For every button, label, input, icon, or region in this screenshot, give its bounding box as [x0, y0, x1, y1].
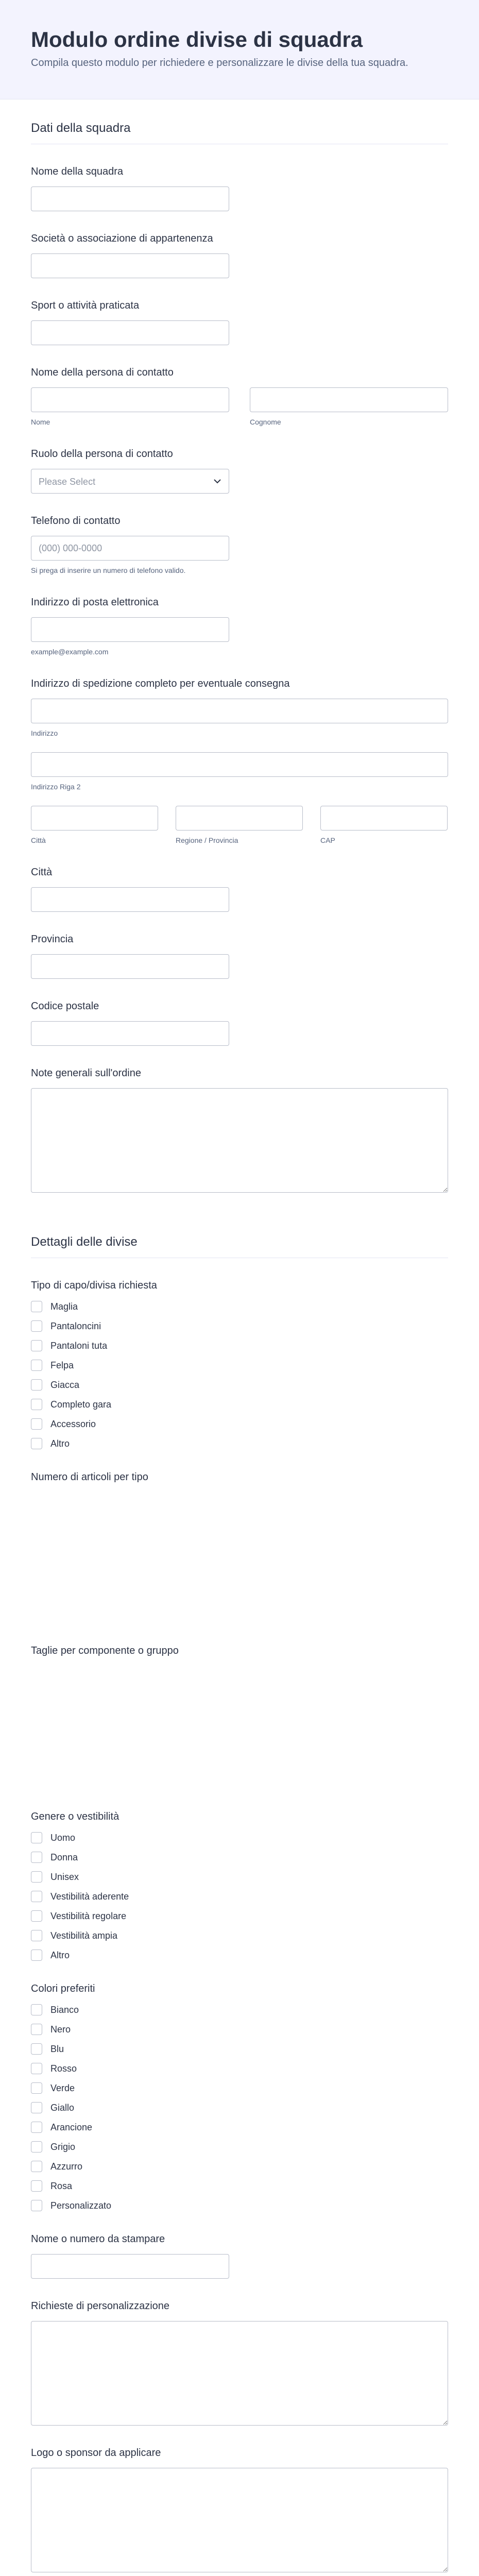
- type-option[interactable]: [31, 1379, 448, 1391]
- role-select[interactable]: [31, 469, 229, 494]
- colors-checkbox-list: [31, 2004, 448, 2212]
- chevron-down-icon: [213, 477, 222, 486]
- color-option[interactable]: [31, 2062, 448, 2075]
- address-line2-sublabel: Indirizzo Riga 2: [31, 783, 81, 791]
- print-input[interactable]: [31, 2254, 229, 2279]
- company-label: Società o associazione di appartenenza: [31, 233, 213, 244]
- print-label: Nome o numero da stampare: [31, 2233, 165, 2245]
- logo-label: Logo o sponsor da applicare: [31, 2447, 161, 2459]
- gender-option-label: Uomo: [50, 1832, 76, 1843]
- address-zip-sublabel: CAP: [320, 836, 335, 844]
- city-label: Città: [31, 867, 53, 878]
- color-option-label: Rosa: [50, 2180, 73, 2191]
- address-region-input[interactable]: [176, 806, 303, 831]
- first-name-sublabel: Nome: [31, 418, 50, 426]
- team-name-label: Nome della squadra: [31, 166, 123, 177]
- gender-option[interactable]: [31, 1949, 448, 1961]
- city-field: [31, 866, 448, 912]
- type-label: Tipo di capo/divisa richiesta: [31, 1280, 157, 1291]
- address-city-input[interactable]: [31, 806, 158, 831]
- color-option-label: Personalizzato: [50, 2200, 112, 2211]
- city-input[interactable]: [31, 887, 229, 912]
- type-field: [31, 1279, 448, 1450]
- type-option-label: Completo gara: [50, 1399, 112, 1410]
- color-option[interactable]: [31, 2160, 448, 2173]
- checkbox[interactable]: [31, 1871, 42, 1883]
- qty-matrix-area: [31, 1492, 448, 1623]
- gender-option[interactable]: [31, 1832, 448, 1844]
- color-option-label: Nero: [50, 2024, 71, 2035]
- page-subtitle: Compila questo modulo per richiedere e personalizzare le divise della tua squadra.: [31, 57, 408, 69]
- color-option-label: Grigio: [50, 2141, 76, 2152]
- page-title: Modulo ordine divise di squadra: [31, 27, 363, 52]
- checkbox[interactable]: [31, 1891, 42, 1902]
- checkbox[interactable]: [31, 1379, 42, 1391]
- type-option-label: Pantaloni tuta: [50, 1340, 108, 1351]
- section-heading-uniforms: Dettagli delle divise: [31, 1213, 448, 1258]
- sport-label: Sport o attività praticata: [31, 300, 140, 311]
- gender-checkbox-list: [31, 1832, 448, 1961]
- checkbox[interactable]: [31, 2082, 42, 2094]
- custom-label: Richieste di personalizzazione: [31, 2300, 170, 2312]
- address-line1-sublabel: Indirizzo: [31, 729, 58, 737]
- color-option-label: Verde: [50, 2082, 75, 2093]
- checkbox[interactable]: [31, 1320, 42, 1332]
- email-hint: example@example.com: [31, 648, 109, 656]
- color-option[interactable]: [31, 2023, 448, 2036]
- phone-label: Telefono di contatto: [31, 515, 121, 527]
- postal-label: Codice postale: [31, 1001, 99, 1012]
- print-field: [31, 2232, 448, 2279]
- checkbox[interactable]: [31, 1950, 42, 1961]
- color-option[interactable]: [31, 2082, 448, 2094]
- color-option-label: Azzurro: [50, 2161, 83, 2172]
- gender-option[interactable]: [31, 1929, 448, 1942]
- checkbox[interactable]: [31, 1832, 42, 1843]
- email-field: [31, 596, 448, 656]
- company-field: [31, 232, 448, 278]
- uniforms-section: [0, 1213, 479, 2576]
- province-input[interactable]: [31, 954, 229, 979]
- checkbox[interactable]: [31, 1340, 42, 1351]
- type-option[interactable]: [31, 1320, 448, 1332]
- color-option-label: Giallo: [50, 2102, 75, 2113]
- email-label: Indirizzo di posta elettronica: [31, 597, 159, 608]
- checkbox[interactable]: [31, 2180, 42, 2192]
- type-option-label: Accessorio: [50, 1418, 96, 1429]
- role-label: Ruolo della persona di contatto: [31, 448, 173, 460]
- checkbox[interactable]: [31, 2200, 42, 2211]
- custom-textarea[interactable]: [31, 2321, 448, 2426]
- sizes-label: Taglie per componente o gruppo: [31, 1645, 179, 1656]
- address-line1-input[interactable]: [31, 699, 448, 723]
- address-zip-input[interactable]: [320, 806, 448, 831]
- checkbox[interactable]: [31, 1438, 42, 1449]
- gender-option[interactable]: [31, 1871, 448, 1883]
- phone-input[interactable]: [31, 536, 229, 561]
- address-field: [31, 677, 448, 845]
- color-option[interactable]: [31, 2180, 448, 2192]
- qty-field: [31, 1470, 448, 1623]
- sizes-matrix-area: [31, 1666, 448, 1789]
- checkbox[interactable]: [31, 2063, 42, 2074]
- checkbox[interactable]: [31, 1301, 42, 1312]
- gender-option-label: Vestibilità aderente: [50, 1891, 129, 1902]
- checkbox[interactable]: [31, 2102, 42, 2113]
- color-option[interactable]: [31, 2004, 448, 2016]
- checkbox[interactable]: [31, 2043, 42, 2055]
- sport-field: [31, 299, 448, 345]
- contact-name-field: [31, 366, 448, 427]
- logo-textarea[interactable]: [31, 2468, 448, 2572]
- type-option-label: Maglia: [50, 1301, 78, 1312]
- type-option[interactable]: [31, 1398, 448, 1411]
- gender-option-label: Unisex: [50, 1871, 79, 1882]
- type-option-label: Giacca: [50, 1379, 80, 1390]
- address-city-sublabel: Città: [31, 836, 46, 844]
- checkbox[interactable]: [31, 1418, 42, 1430]
- type-checkbox-list: [31, 1300, 448, 1450]
- color-option[interactable]: [31, 2121, 448, 2133]
- color-option[interactable]: [31, 2043, 448, 2055]
- team-name-input[interactable]: [31, 187, 229, 211]
- company-input[interactable]: [31, 253, 229, 278]
- type-option-label: Altro: [50, 1438, 70, 1449]
- type-option[interactable]: [31, 1340, 448, 1352]
- checkbox[interactable]: [31, 2024, 42, 2035]
- gender-label: Genere o vestibilità: [31, 1811, 119, 1822]
- sizes-field: [31, 1644, 448, 1789]
- gender-option-label: Vestibilità ampia: [50, 1930, 118, 1941]
- team-section: [0, 99, 479, 1193]
- role-field: [31, 447, 448, 494]
- checkbox[interactable]: [31, 1910, 42, 1922]
- color-option-label: Rosso: [50, 2063, 77, 2074]
- gender-option-label: Donna: [50, 1852, 78, 1862]
- contact-name-label: Nome della persona di contatto: [31, 367, 174, 378]
- color-option-label: Bianco: [50, 2004, 79, 2015]
- gender-option[interactable]: [31, 1890, 448, 1903]
- gender-option[interactable]: [31, 1910, 448, 1922]
- sport-input[interactable]: [31, 320, 229, 345]
- role-select-value: Please Select: [31, 469, 229, 494]
- checkbox[interactable]: [31, 1930, 42, 1941]
- gender-option-label: Altro: [50, 1950, 70, 1960]
- gender-field: [31, 1810, 448, 1961]
- type-option[interactable]: [31, 1300, 448, 1313]
- type-option-label: Felpa: [50, 1360, 74, 1370]
- checkbox[interactable]: [31, 2122, 42, 2133]
- team-name-field: [31, 165, 448, 211]
- checkbox[interactable]: [31, 2004, 42, 2015]
- colors-label: Colori preferiti: [31, 1983, 95, 1994]
- color-option-label: Blu: [50, 2043, 64, 2054]
- logo-field: [31, 2446, 448, 2572]
- postal-input[interactable]: [31, 1021, 229, 1046]
- phone-hint: Si prega di inserire un numero di telefono valido.: [31, 566, 186, 574]
- color-option[interactable]: [31, 2102, 448, 2114]
- notes-label: Note generali sull'ordine: [31, 1067, 141, 1079]
- qty-label: Numero di articoli per tipo: [31, 1471, 148, 1483]
- gender-option-label: Vestibilità regolare: [50, 1910, 127, 1921]
- checkbox[interactable]: [31, 1399, 42, 1410]
- type-option-label: Pantaloncini: [50, 1320, 101, 1331]
- gender-option[interactable]: [31, 1851, 448, 1863]
- form-header: [0, 0, 479, 99]
- checkbox[interactable]: [31, 1852, 42, 1863]
- address-region-sublabel: Regione / Provincia: [176, 836, 238, 844]
- last-name-sublabel: Cognome: [250, 418, 281, 426]
- color-option[interactable]: [31, 2199, 448, 2212]
- notes-textarea[interactable]: [31, 1088, 448, 1193]
- section-heading-team: Dati della squadra: [31, 99, 448, 144]
- type-option[interactable]: [31, 1418, 448, 1430]
- postal-field: [31, 999, 448, 1046]
- color-option[interactable]: [31, 2141, 448, 2153]
- checkbox[interactable]: [31, 2141, 42, 2153]
- last-name-input[interactable]: [250, 387, 448, 412]
- notes-field: [31, 1066, 448, 1193]
- province-label: Provincia: [31, 934, 74, 945]
- checkbox[interactable]: [31, 1360, 42, 1371]
- type-option[interactable]: [31, 1437, 448, 1450]
- address-label: Indirizzo di spedizione completo per eventuale consegna: [31, 678, 290, 689]
- province-field: [31, 933, 448, 979]
- type-option[interactable]: [31, 1359, 448, 1371]
- color-option-label: Arancione: [50, 2122, 93, 2132]
- email-input[interactable]: [31, 617, 229, 642]
- custom-field: [31, 2299, 448, 2426]
- first-name-input[interactable]: [31, 387, 229, 412]
- phone-field: [31, 514, 448, 575]
- address-line2-input[interactable]: [31, 752, 448, 777]
- checkbox[interactable]: [31, 2161, 42, 2172]
- colors-field: [31, 1982, 448, 2212]
